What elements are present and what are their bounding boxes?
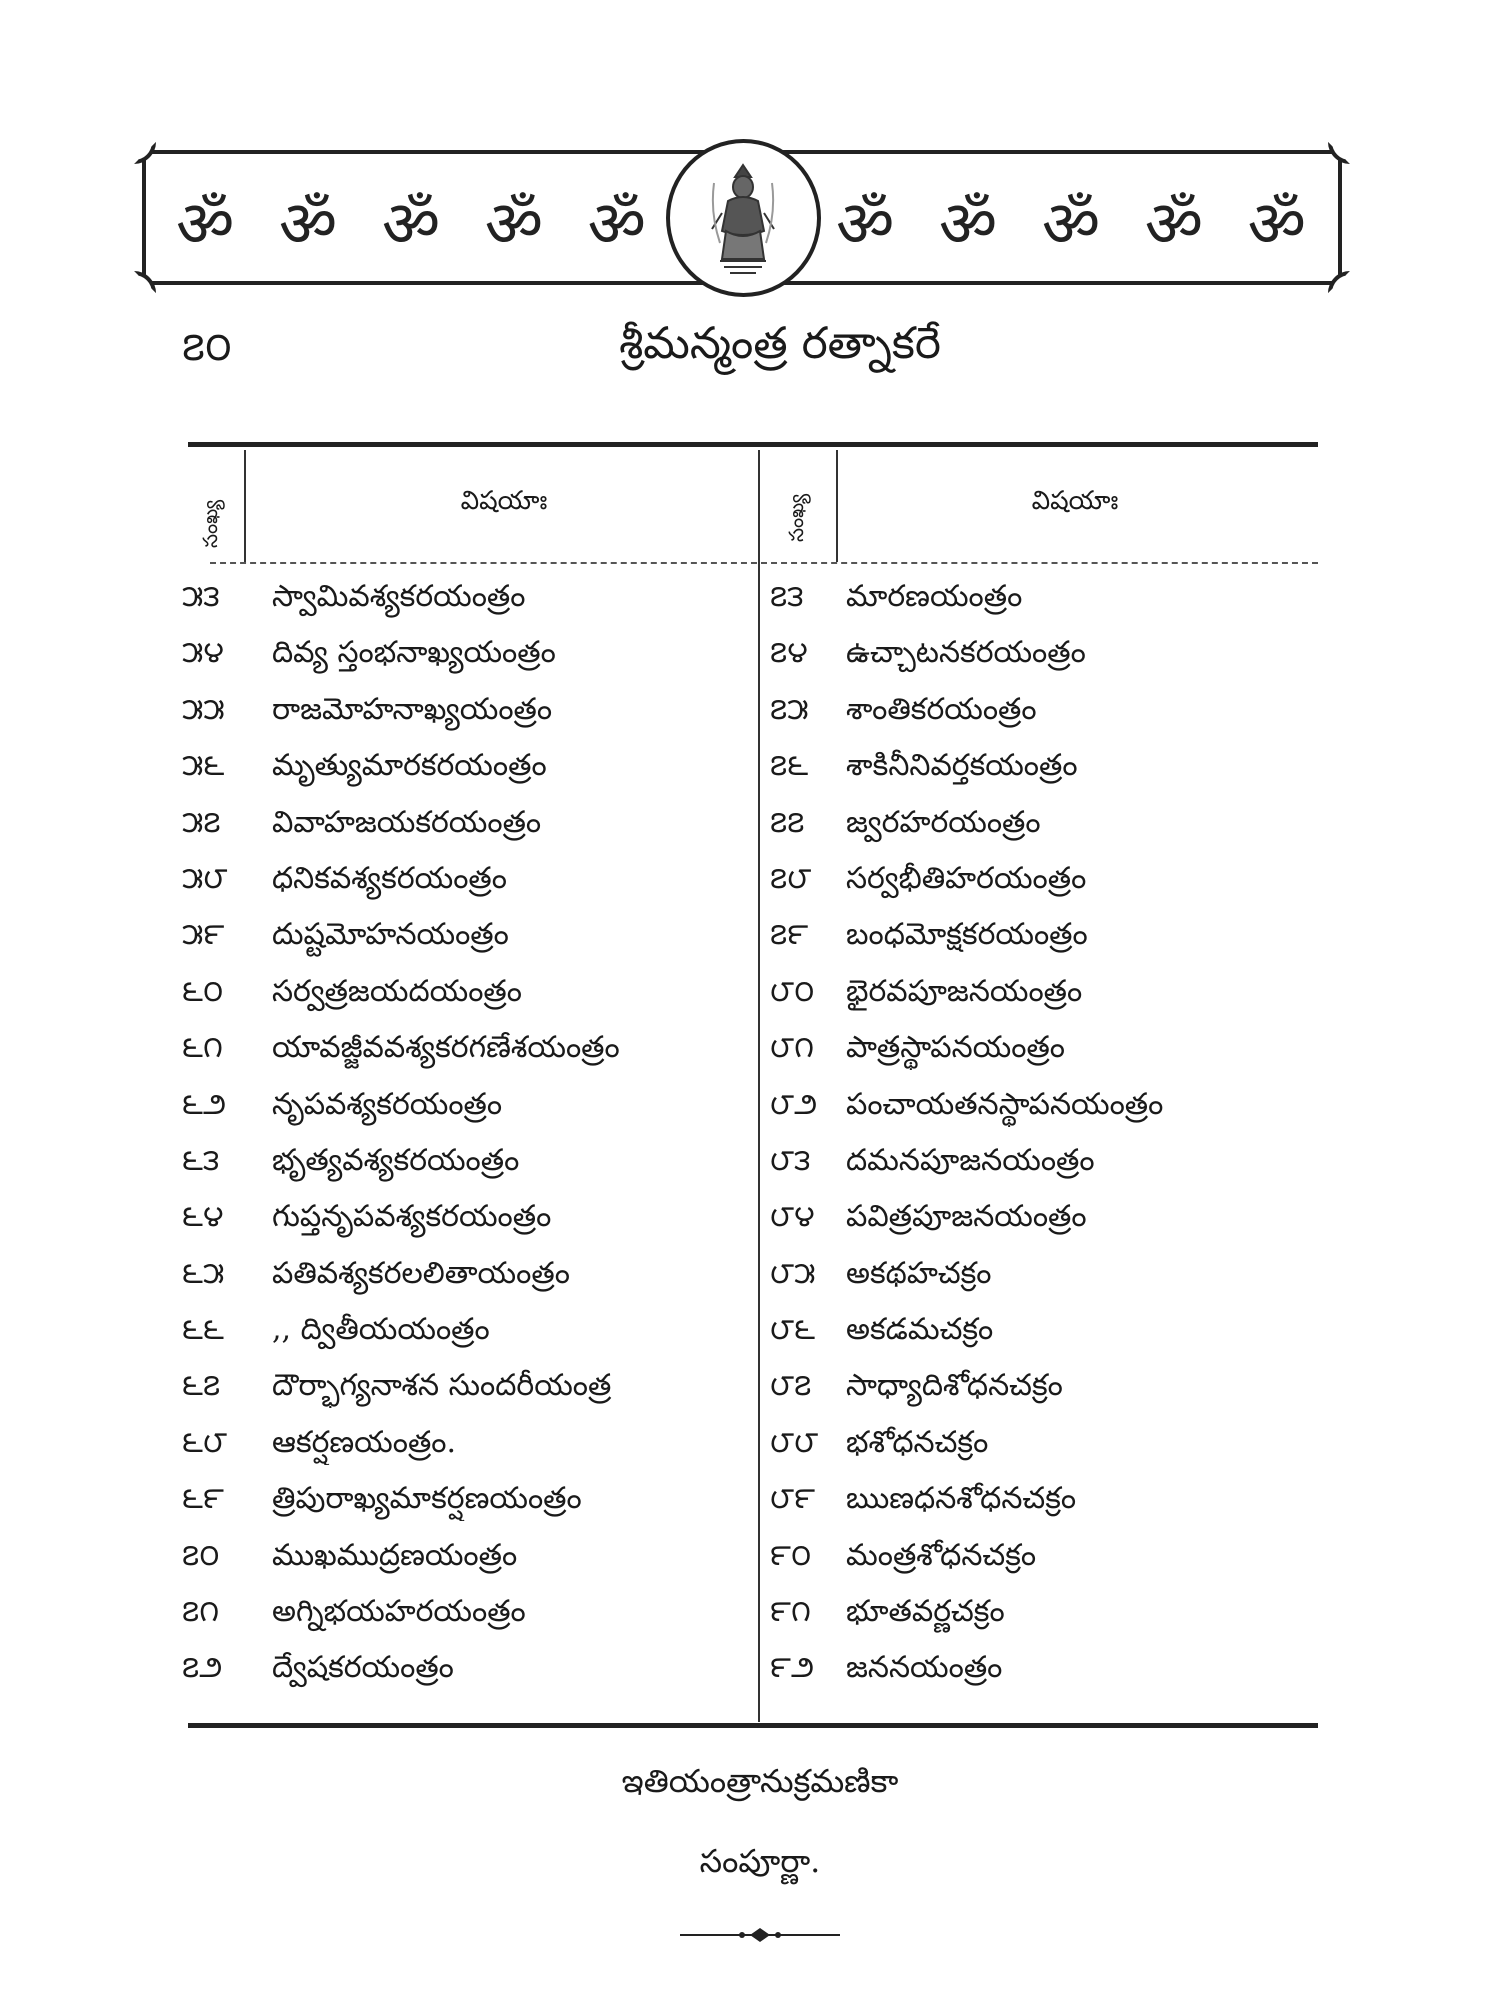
entry-subject: యావజ్జీవవశ్యకరగణేశయంత్రం [272, 1030, 620, 1066]
entry-number: ౬౧ [182, 1030, 223, 1066]
table-row [0, 1646, 1500, 1702]
entry-subject: ఆకర్షణయంత్రం. [272, 1424, 457, 1460]
entry-number: ౭౩ [770, 579, 804, 614]
table-row [0, 1534, 1500, 1590]
colophon-line: ఇతియంత్రానుక్రమణికా [621, 1762, 899, 1800]
entry-number: ౭౯ [770, 917, 809, 953]
header-divider [210, 562, 1318, 564]
entry-subject: పవిత్రపూజనయంత్రం [846, 1199, 1087, 1235]
entry-subject: ఉచ్చాటనకరయంత్రం [846, 635, 1086, 671]
table-row [0, 1252, 1500, 1308]
entry-number: ౮౩ [770, 1142, 811, 1178]
entry-number: ౮౯ [770, 1481, 816, 1517]
table-row [0, 744, 1500, 800]
table-row [0, 1308, 1500, 1364]
entry-number: ౯౦ [770, 1537, 812, 1573]
column-divider [244, 450, 246, 562]
entry-subject: బంధమోక్షకరయంత్రం [846, 917, 1088, 953]
om-banner [142, 150, 1342, 285]
banner-corner [134, 142, 156, 164]
deity-emblem-icon [666, 139, 821, 297]
entry-subject: సర్వభీతిహరయంత్రం [846, 860, 1087, 896]
entry-subject: అగ్నిభయహరయంత్రం [272, 1594, 526, 1630]
table-row [0, 970, 1500, 1026]
entry-subject: దుష్టమోహనయంత్రం [272, 917, 509, 953]
ornament-divider-icon [680, 1925, 840, 1945]
banner-corner [1328, 271, 1350, 293]
entry-number: ౬౫ [182, 1255, 225, 1291]
om-row-left [176, 176, 646, 266]
table-row [0, 1590, 1500, 1646]
entry-subject: నృపవశ్యకరయంత్రం [272, 1086, 503, 1122]
entry-number: ౭౫ [770, 691, 809, 727]
entry-number: ౬౩ [182, 1142, 220, 1178]
om-symbol: ॐ [1247, 187, 1306, 262]
entry-subject: పంచాయతనస్థాపనయంత్రం [846, 1086, 1164, 1122]
entry-number: ౭౮ [770, 860, 812, 896]
column-header-number: సంఖ్య [784, 493, 808, 542]
column-divider [836, 450, 838, 562]
entry-number: ౫౯ [182, 917, 225, 953]
entry-number: ౮౫ [770, 1255, 816, 1291]
entry-subject: భశోధనచక్రం [846, 1424, 989, 1460]
entry-subject: జ్వరహరయంత్రం [846, 804, 1041, 840]
entry-number: ౫౩ [182, 579, 220, 614]
entry-number: ౮౪ [770, 1199, 815, 1235]
om-row-right [836, 176, 1306, 266]
entry-subject: జననయంత్రం [846, 1650, 1003, 1686]
table-body [0, 575, 1500, 1703]
entry-subject: అకడమచక్రం [846, 1312, 994, 1348]
entry-subject: మారణయంత్రం [846, 579, 1023, 614]
entry-subject: రాజమోహనాఖ్యయంత్రం [272, 691, 553, 727]
column-header-number: సంఖ్య [198, 499, 222, 548]
entry-number: ౭౭ [770, 804, 805, 840]
table-bottom-rule [188, 1723, 1318, 1728]
entry-subject: దమనపూజనయంత్రం [846, 1142, 1095, 1178]
entry-subject: దివ్య స్తంభనాఖ్యయంత్రం [272, 635, 556, 671]
entry-number: ౫౫ [182, 691, 225, 727]
entry-subject: త్రిపురాఖ్యమాకర్షణయంత్రం [272, 1481, 582, 1517]
entry-number: ౭౪ [770, 635, 808, 671]
entry-number: ౬౭ [182, 1368, 221, 1404]
entry-subject: శాకినీనివర్తకయంత్రం [846, 748, 1078, 784]
entry-number: ౮౧ [770, 1030, 815, 1066]
entry-number: ౭౨ [182, 1650, 223, 1686]
om-symbol: ॐ [836, 187, 895, 262]
page-number: ౭౦ [182, 324, 232, 370]
entry-subject: గుప్తనృపవశ్యకరయంత్రం [272, 1199, 552, 1235]
entry-subject: శాంతికరయంత్రం [846, 691, 1037, 727]
entry-number: ౭౦ [182, 1537, 220, 1573]
banner-corner [1328, 142, 1350, 164]
entry-number: ౮౬ [770, 1312, 816, 1348]
entry-subject: భైరవపూజనయంత్రం [846, 973, 1083, 1009]
table-row [0, 631, 1500, 687]
entry-number: ౮౨ [770, 1086, 818, 1122]
table-row [0, 857, 1500, 913]
entry-number: ౭౬ [770, 748, 809, 784]
entry-number: ౬౨ [182, 1086, 227, 1122]
entry-number: ౬౮ [182, 1424, 228, 1460]
entry-subject: ముఖముద్రణయంత్రం [272, 1537, 518, 1573]
entry-number: ౫౪ [182, 635, 224, 671]
entry-subject: భృత్యవశ్యకరయంత్రం [272, 1142, 520, 1178]
entry-subject: ఋణధనశోధనచక్రం [846, 1481, 1077, 1517]
entry-number: ౬౦ [182, 973, 224, 1009]
om-symbol: ॐ [484, 187, 544, 262]
entry-number: ౫౮ [182, 860, 228, 896]
entry-subject: సాధ్యాదిశోధనచక్రం [846, 1368, 1063, 1404]
table-row [0, 1421, 1500, 1477]
om-symbol: ॐ [938, 187, 998, 262]
entry-subject: మంత్రశోధనచక్రం [846, 1537, 1037, 1573]
entry-subject: అకథహచక్రం [846, 1255, 992, 1291]
entry-subject: ,, ద్వితీయయంత్రం [272, 1312, 490, 1348]
table-row [0, 1364, 1500, 1420]
table-row [0, 1139, 1500, 1195]
entry-number: ౮౮ [770, 1424, 819, 1460]
om-symbol: ॐ [1144, 187, 1204, 262]
entry-subject: పాత్రస్థాపనయంత్రం [846, 1030, 1065, 1066]
entry-number: ౬౯ [182, 1481, 224, 1517]
om-symbol: ॐ [381, 187, 441, 262]
entry-number: ౮౦ [770, 973, 815, 1009]
column-header-subject: విషయాః [460, 486, 548, 516]
colophon-line: సంపూర్ణా. [699, 1842, 821, 1880]
entry-subject: ధనికవశ్యకరయంత్రం [272, 860, 507, 896]
om-symbol: ॐ [1041, 187, 1101, 262]
entry-subject: దౌర్భాగ్యనాశన సుందరీయంత్ర [272, 1368, 612, 1404]
table-top-rule [188, 442, 1318, 447]
entry-number: ౭౧ [182, 1594, 220, 1630]
entry-number: ౯౨ [770, 1650, 815, 1686]
entry-subject: భూతవర్ణచక్రం [846, 1594, 1005, 1630]
table-row [0, 688, 1500, 744]
entry-subject: మృత్యుమారకరయంత్రం [272, 748, 547, 784]
table-row [0, 913, 1500, 969]
entry-number: ౮౭ [770, 1368, 812, 1404]
om-symbol: ॐ [278, 187, 338, 262]
entry-number: ౬౪ [182, 1199, 224, 1235]
table-row [0, 801, 1500, 857]
entry-number: ౫౭ [182, 804, 221, 840]
column-header-subject: విషయాః [1031, 486, 1119, 516]
om-symbol: ॐ [587, 187, 646, 262]
page-title: శ్రీమన్మంత్ర రత్నాకరే [619, 318, 941, 369]
table-row [0, 1477, 1500, 1533]
entry-subject: ద్వేషకరయంత్రం [272, 1650, 454, 1686]
entry-subject: సర్వత్రజయదయంత్రం [272, 973, 522, 1009]
entry-number: ౫౬ [182, 748, 225, 784]
entry-subject: పతివశ్యకరలలితాయంత్రం [272, 1255, 570, 1291]
om-symbol: ॐ [176, 187, 235, 262]
entry-number: ౬౬ [182, 1312, 224, 1348]
entry-number: ౯౧ [770, 1594, 811, 1630]
table-row [0, 1026, 1500, 1082]
table-row [0, 1195, 1500, 1251]
entry-subject: వివాహజయకరయంత్రం [272, 804, 542, 840]
table-row [0, 575, 1500, 631]
entry-subject: స్వామివశ్యకరయంత్రం [272, 579, 526, 614]
table-row [0, 1083, 1500, 1139]
banner-corner [134, 271, 156, 293]
